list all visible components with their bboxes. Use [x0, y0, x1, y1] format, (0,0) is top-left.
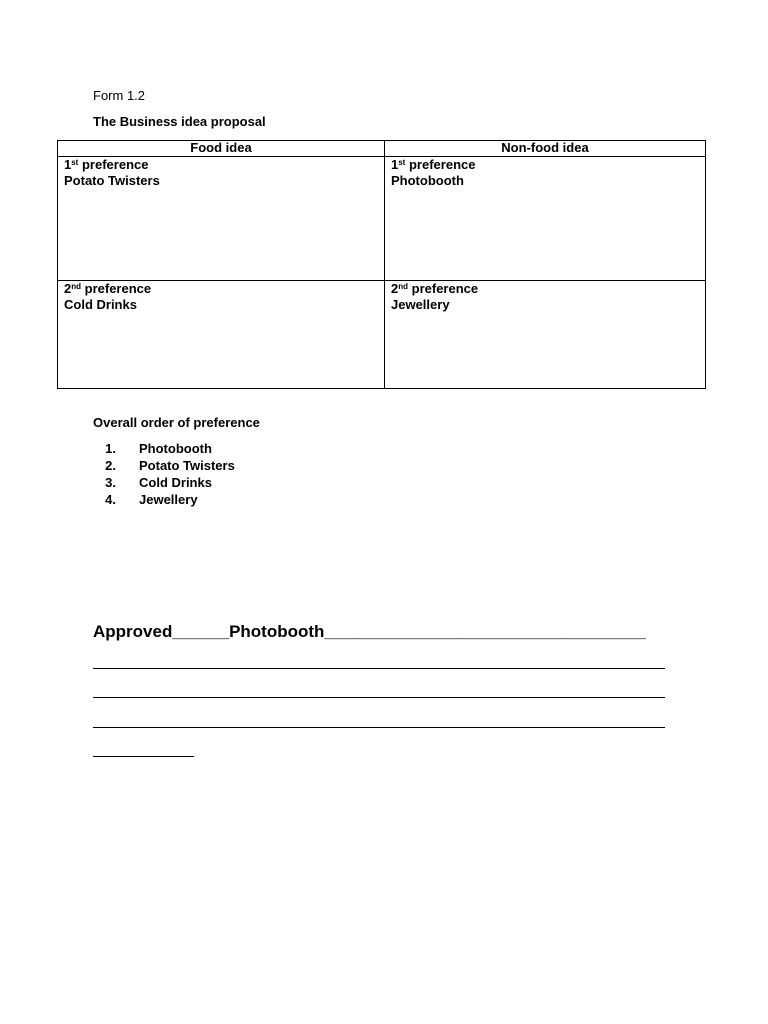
approval-line: Approved______Photobooth__________________________________: [93, 622, 646, 641]
preference-word: preference: [408, 157, 476, 172]
table-row: [58, 281, 706, 389]
list-item: [93, 457, 235, 474]
list-item: [93, 491, 235, 508]
list-item-text: Potato Twisters: [139, 458, 235, 473]
list-item-text: Cold Drinks: [139, 475, 212, 490]
list-item-text: Jewellery: [139, 492, 198, 507]
document-title: The Business idea proposal: [93, 114, 266, 129]
table-header-row: [58, 141, 706, 157]
list-item-text: Photobooth: [139, 441, 212, 456]
preference-label: [64, 281, 378, 297]
preference-label: [391, 157, 699, 173]
ordinal-suffix: nd: [398, 282, 409, 291]
idea-name: Photobooth: [391, 173, 464, 188]
blank-writing-line: [93, 727, 665, 728]
preference-label: [391, 281, 699, 297]
nonfood-first-preference-cell: [385, 157, 706, 281]
preference-word: preference: [84, 281, 152, 296]
idea-name: Jewellery: [391, 297, 450, 312]
ordinal-number: 1: [391, 157, 399, 172]
preference-label: [64, 157, 378, 173]
overall-order-list: [93, 440, 235, 508]
preference-word: preference: [81, 157, 149, 172]
preference-table: [57, 140, 706, 389]
list-number: 4.: [105, 492, 116, 507]
blank-writing-line: [93, 668, 665, 669]
overall-order-heading: Overall order of preference: [93, 415, 260, 430]
ordinal-number: 1: [64, 157, 72, 172]
list-number: 2.: [105, 458, 116, 473]
form-number: Form 1.2: [93, 88, 146, 103]
ordinal-number: 2: [64, 281, 72, 296]
ordinal-number: 2: [391, 281, 399, 296]
idea-name: Cold Drinks: [64, 297, 137, 312]
ordinal-suffix: st: [398, 158, 406, 167]
idea-name: Potato Twisters: [64, 173, 160, 188]
blank-writing-line: [93, 756, 194, 757]
column-header-nonfood: Non-food idea: [385, 141, 706, 157]
list-number: 3.: [105, 475, 116, 490]
ordinal-suffix: st: [71, 158, 79, 167]
list-number: 1.: [105, 441, 116, 456]
table-row: [58, 157, 706, 281]
ordinal-suffix: nd: [71, 282, 82, 291]
food-first-preference-cell: [58, 157, 385, 281]
column-header-food: Food idea: [58, 141, 385, 157]
list-item: [93, 440, 235, 457]
nonfood-second-preference-cell: [385, 281, 706, 389]
blank-writing-line: [93, 697, 665, 698]
list-item: [93, 474, 235, 491]
preference-word: preference: [411, 281, 479, 296]
food-second-preference-cell: [58, 281, 385, 389]
